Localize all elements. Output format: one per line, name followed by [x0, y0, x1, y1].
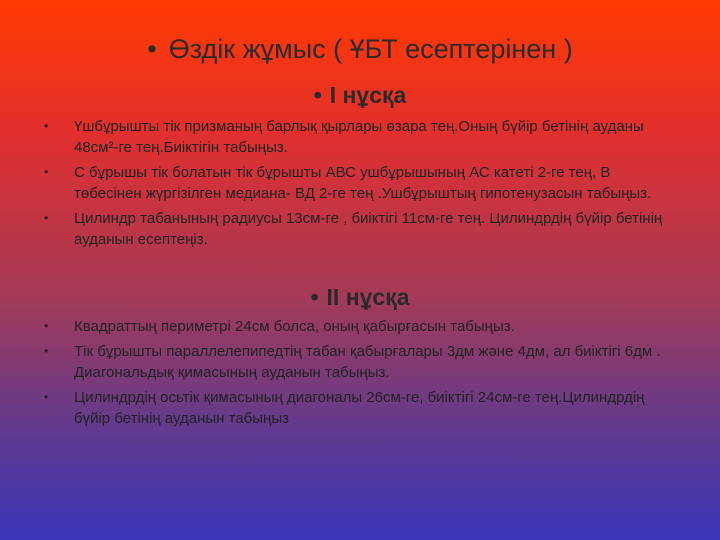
list-item-text: С бұрышы тік болатын тік бұрышты АВС ушбұрышының АС катеті 2-ге тең, В төбесінен жүргізілген медиана- ВД 2-ге тең .Ушбұрыштың гипотенузасын табыңыз. [74, 164, 652, 202]
list-item-text: Үшбұрышты тік призманың барлық қырлары өзара тең.Оның бүйір бетінің ауданы 48см²-ге тең.Биіктігін табыңыз. [74, 118, 644, 156]
list-item-text: Тік бұрышты параллелепипедтің табан қабырғалары 3дм және 4дм, ал биіктігі 6дм . Диагональдық қимасының ауданын табыңыз. [74, 343, 661, 381]
slide-title-text: Өздік жұмыс ( ҰБТ есептерінен ) [168, 34, 573, 64]
bullet-icon: • [44, 211, 49, 225]
list-item [44, 341, 676, 383]
bullet-icon: • [44, 390, 49, 404]
list-item [44, 387, 676, 429]
bullet-icon: • [44, 344, 49, 358]
bullet-icon: • [313, 82, 322, 108]
variant-2-list [44, 316, 676, 433]
list-item-text: Квадраттың периметрі 24см болса, оның қабырғасын табыңыз. [74, 318, 515, 335]
list-item [44, 316, 676, 337]
variant-1-list [44, 116, 676, 254]
list-item [44, 116, 676, 158]
slide-title [0, 34, 720, 65]
bullet-icon: • [44, 319, 49, 333]
bullet-icon: • [44, 119, 49, 133]
bullet-icon: • [147, 34, 157, 64]
list-item-text: Цилиндр табанының радиусы 13см-ге , биіктігі 11см-ге тең. Цилиндрдің бүйір бетінің ауданын есептеңіз. [74, 210, 663, 248]
list-item-text: Цилиндрдің осьтік қимасының диагоналы 26см-ге, биіктігі 24см-ге тең.Цилиндрдің бүйір бетінің ауданын табыңыз [74, 389, 645, 427]
list-item [44, 208, 676, 250]
variant-1-label: I нұсқа [329, 82, 407, 108]
list-item [44, 162, 676, 204]
variant-1-heading [0, 82, 720, 109]
bullet-icon: • [44, 165, 49, 179]
variant-2-label: II нұсқа [326, 284, 410, 310]
bullet-icon: • [310, 284, 319, 310]
variant-2-heading [0, 284, 720, 311]
